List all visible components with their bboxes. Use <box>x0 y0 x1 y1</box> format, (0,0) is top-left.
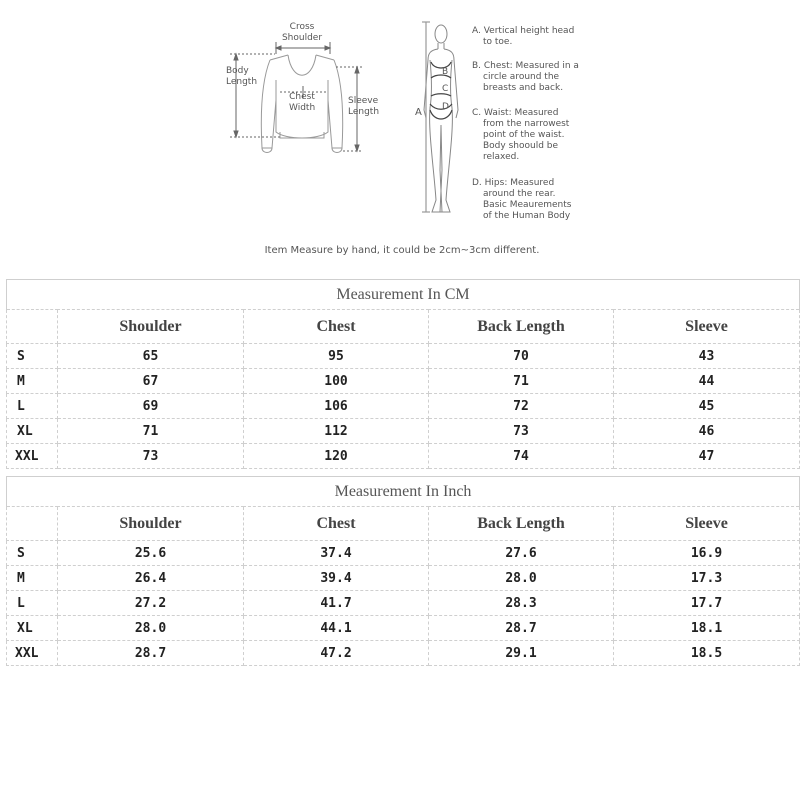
measure-disclaimer: Item Measure by hand, it could be 2cm~3cm different. <box>264 245 540 256</box>
size-cell: S <box>7 541 58 566</box>
table-row <box>7 444 800 469</box>
value-cell: 69 <box>58 394 244 419</box>
value-cell: 17.3 <box>614 566 800 591</box>
size-cell: XXL <box>7 641 58 666</box>
value-cell: 18.1 <box>614 616 800 641</box>
marker-a: A <box>415 107 422 118</box>
value-cell: 46 <box>614 419 800 444</box>
size-cell: M <box>7 566 58 591</box>
note-vertical-height: A. Vertical height head to toe. <box>472 26 575 47</box>
value-cell: 44 <box>614 369 800 394</box>
size-cell: M <box>7 369 58 394</box>
value-cell: 47 <box>614 444 800 469</box>
table-title: Measurement In CM <box>7 280 800 310</box>
header-cell: Chest <box>244 310 429 344</box>
value-cell: 70 <box>429 344 614 369</box>
value-cell: 28.0 <box>429 566 614 591</box>
value-cell: 71 <box>429 369 614 394</box>
header-cell: Shoulder <box>58 310 244 344</box>
value-cell: 72 <box>429 394 614 419</box>
size-table-cm <box>6 279 800 469</box>
header-cell: Sleeve <box>614 507 800 541</box>
value-cell: 37.4 <box>244 541 429 566</box>
table-row <box>7 541 800 566</box>
header-cell <box>7 507 58 541</box>
table-row <box>7 394 800 419</box>
marker-d: D <box>442 102 449 112</box>
cross-shoulder-label: Cross Shoulder <box>281 22 323 43</box>
value-cell: 47.2 <box>244 641 429 666</box>
header-cell: Back Length <box>429 507 614 541</box>
table-row <box>7 369 800 394</box>
value-cell: 17.7 <box>614 591 800 616</box>
value-cell: 106 <box>244 394 429 419</box>
marker-c: C <box>442 84 449 94</box>
value-cell: 27.2 <box>58 591 244 616</box>
table-header-row <box>7 507 800 541</box>
value-cell: 74 <box>429 444 614 469</box>
value-cell: 25.6 <box>58 541 244 566</box>
table-row <box>7 591 800 616</box>
sleeve-length-label: Sleeve Length <box>348 96 380 117</box>
header-cell: Sleeve <box>614 310 800 344</box>
value-cell: 120 <box>244 444 429 469</box>
value-cell: 28.0 <box>58 616 244 641</box>
size-cell: XL <box>7 616 58 641</box>
table-row <box>7 616 800 641</box>
header-cell: Shoulder <box>58 507 244 541</box>
value-cell: 45 <box>614 394 800 419</box>
value-cell: 112 <box>244 419 429 444</box>
size-cell: L <box>7 591 58 616</box>
note-chest: B. Chest: Measured in a circle around the breasts and back. <box>472 61 579 93</box>
size-cell: XXL <box>7 444 58 469</box>
value-cell: 26.4 <box>58 566 244 591</box>
value-cell: 41.7 <box>244 591 429 616</box>
size-table-inch <box>6 476 800 666</box>
value-cell: 65 <box>58 344 244 369</box>
value-cell: 28.7 <box>429 616 614 641</box>
table-row <box>7 344 800 369</box>
note-hips: D. Hips: Measured around the rear. Basic Meaurements of the Human Body <box>472 178 572 221</box>
size-cell: S <box>7 344 58 369</box>
garment-and-body-diagram <box>0 0 804 240</box>
header-cell: Back Length <box>429 310 614 344</box>
measurement-illustration <box>0 0 804 240</box>
value-cell: 39.4 <box>244 566 429 591</box>
value-cell: 67 <box>58 369 244 394</box>
value-cell: 28.7 <box>58 641 244 666</box>
value-cell: 95 <box>244 344 429 369</box>
header-cell <box>7 310 58 344</box>
table-header-row <box>7 310 800 344</box>
marker-b: B <box>442 67 449 77</box>
header-cell: Chest <box>244 507 429 541</box>
chest-width-label: Chest Width <box>289 92 316 113</box>
value-cell: 27.6 <box>429 541 614 566</box>
value-cell: 18.5 <box>614 641 800 666</box>
table-title: Measurement In Inch <box>7 477 800 507</box>
size-cell: XL <box>7 419 58 444</box>
size-cell: L <box>7 394 58 419</box>
body-length-label: Body Length <box>226 66 258 87</box>
value-cell: 29.1 <box>429 641 614 666</box>
note-waist: C. Waist: Measured from the narrowest point of the waist. Body shoould be relaxed. <box>472 108 570 162</box>
table-row <box>7 641 800 666</box>
value-cell: 71 <box>58 419 244 444</box>
value-cell: 73 <box>429 419 614 444</box>
value-cell: 28.3 <box>429 591 614 616</box>
value-cell: 44.1 <box>244 616 429 641</box>
value-cell: 43 <box>614 344 800 369</box>
value-cell: 73 <box>58 444 244 469</box>
table-row <box>7 419 800 444</box>
value-cell: 16.9 <box>614 541 800 566</box>
table-row <box>7 566 800 591</box>
value-cell: 100 <box>244 369 429 394</box>
